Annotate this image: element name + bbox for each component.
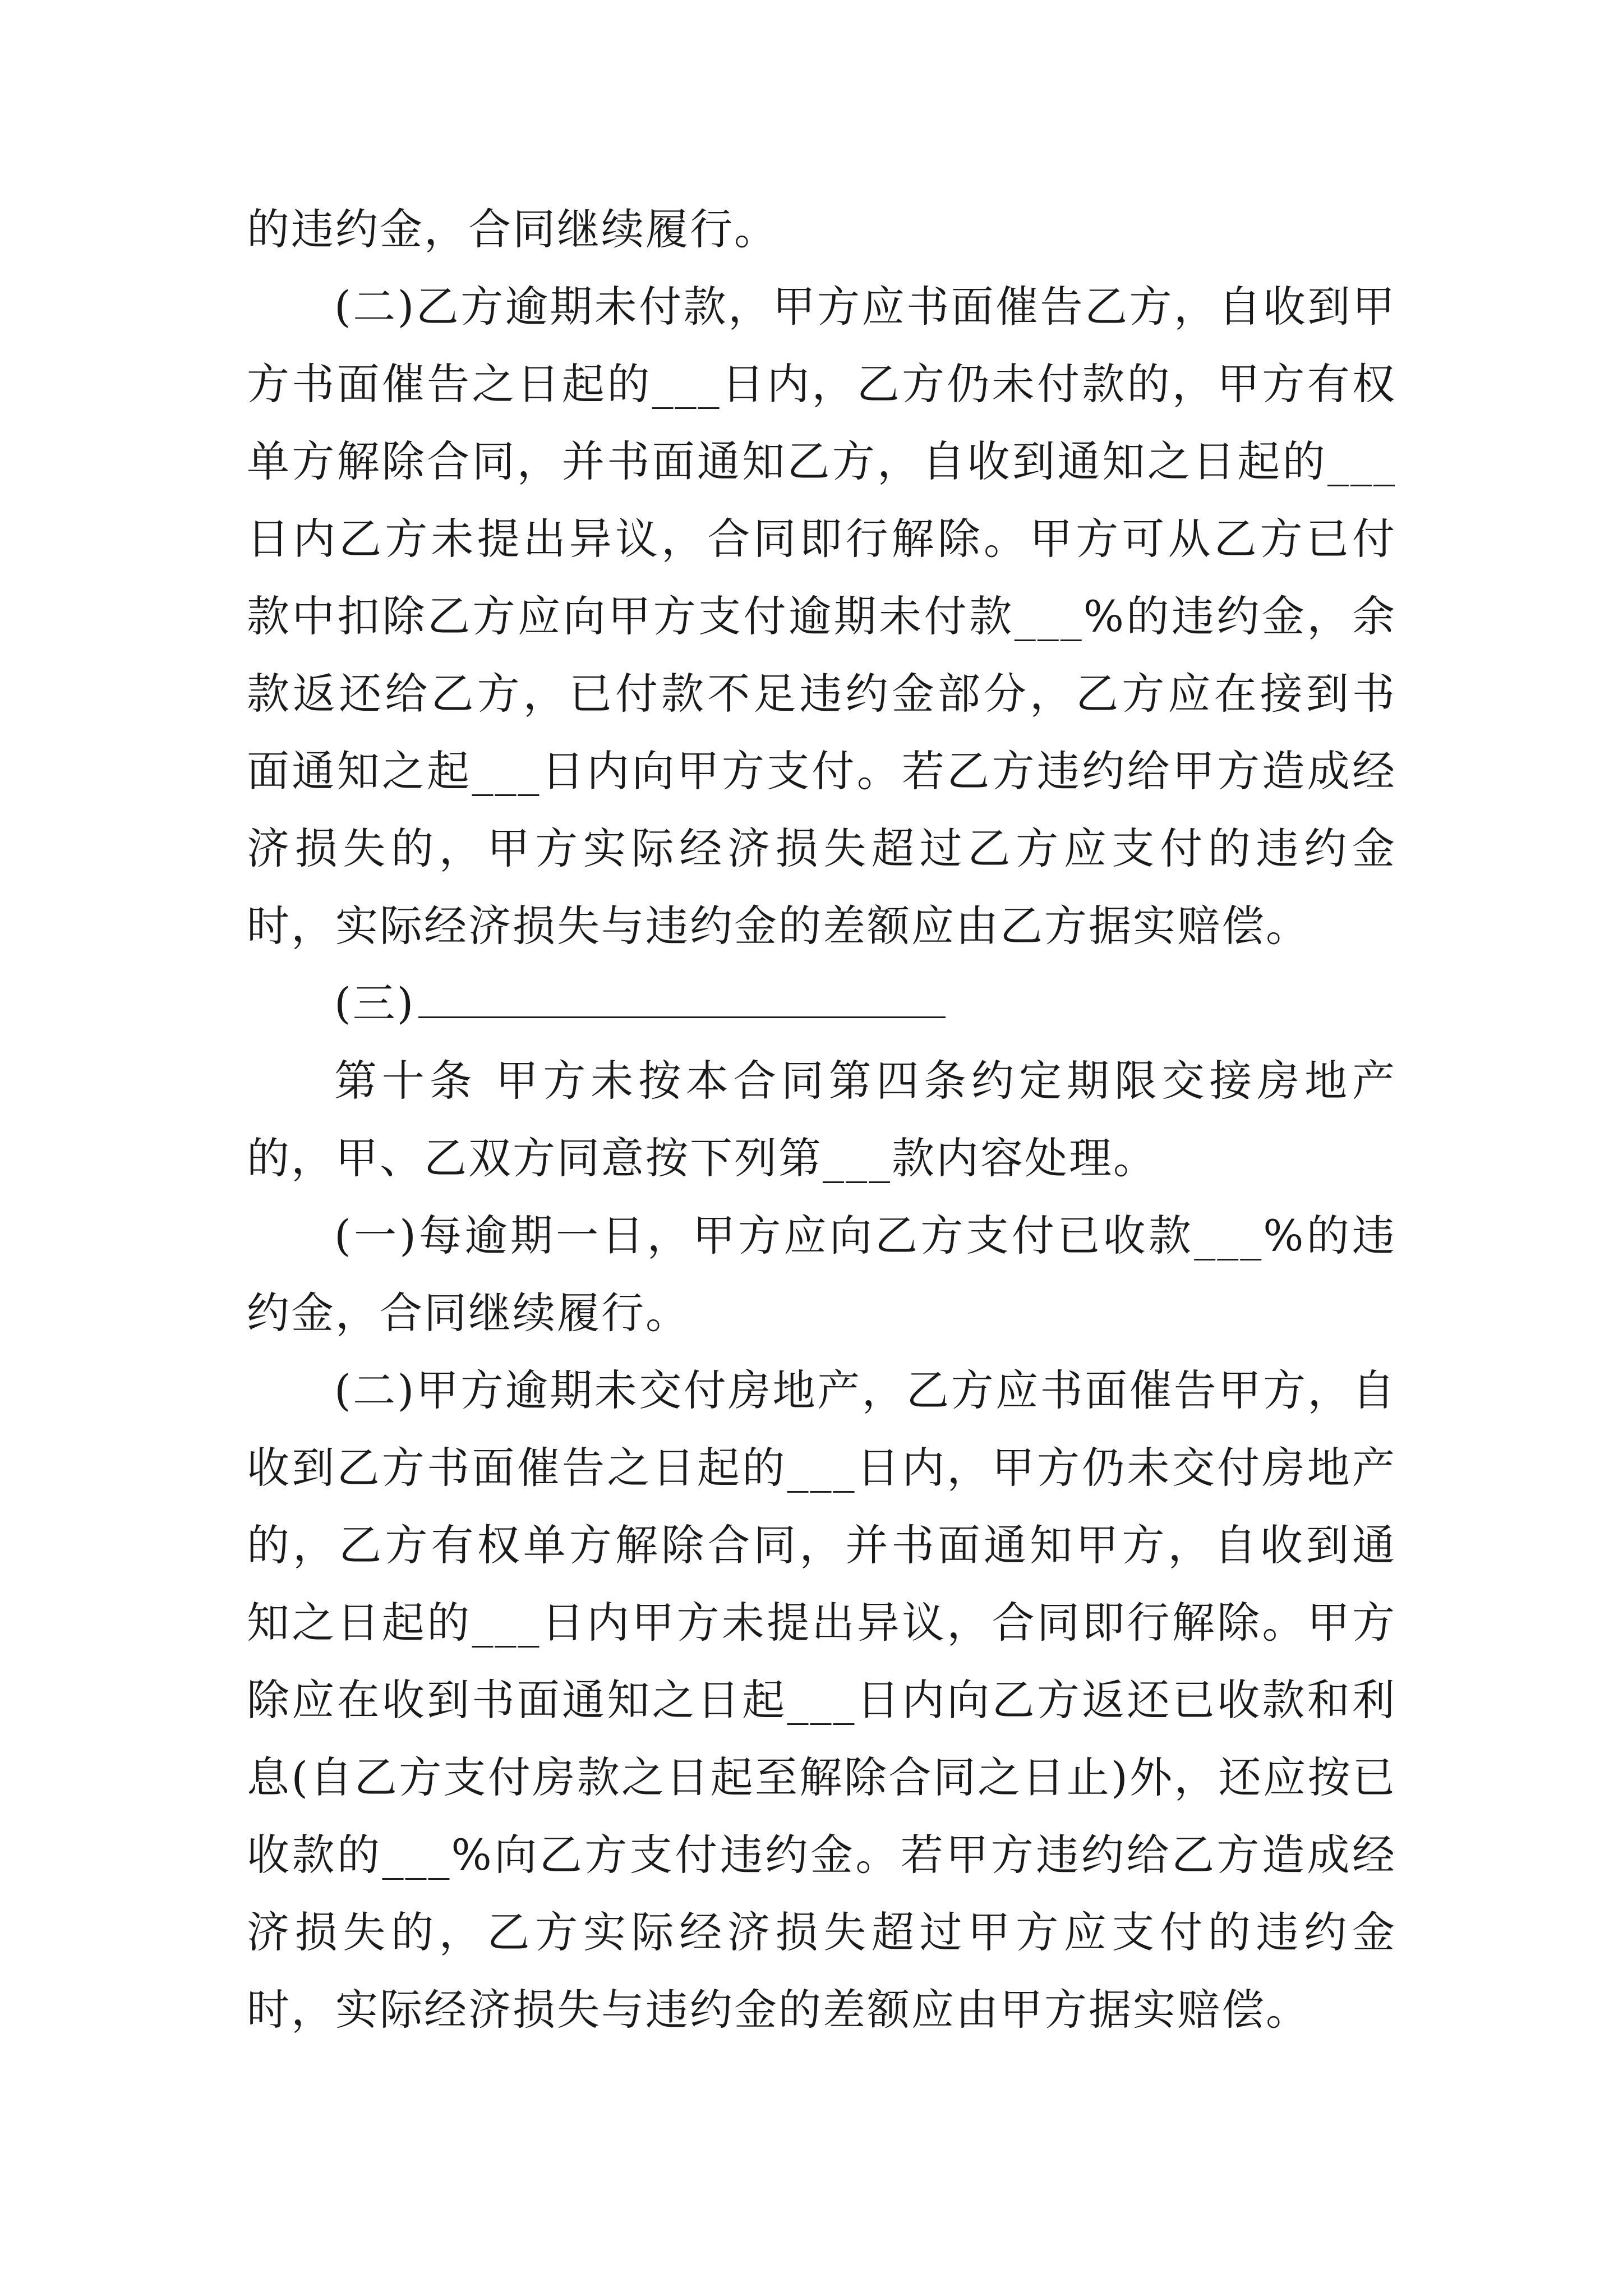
paragraph-clause-2-buyer-late-payment: (二)乙方逾期未付款，甲方应书面催告乙方，自收到甲方书面催告之日起的___日内，乙方仍未付款的，甲方有权单方解除合同，并书面通知乙方，自收到通知之日起的___日内乙方未提出异议，合同即行解除。甲方可从乙方已付款中扣除乙方应向甲方支付逾期未付款___%的违约金，余款返还给乙方，已付款不足违约金部分，乙方应在接到书面通知之起___日内向甲方支付。若乙方违约给甲方造成经济损失的，甲方实际经济损失超过乙方应支付的违约金时，实际经济损失与违约金的差额应由乙方据实赔偿。 (247, 282, 1396, 951)
contract-body (247, 191, 1396, 2049)
paragraph-clause-3 (247, 965, 1396, 1042)
paragraph-article-10: 第十条 甲方未按本合同第四条约定期限交接房地产的，甲、乙双方同意按下列第___款内容处理。 (247, 1056, 1396, 1183)
paragraph-article-10-clause-2: (二)甲方逾期未交付房地产，乙方应书面催告甲方，自收到乙方书面催告之日起的___日内，甲方仍未交付房地产的，乙方有权单方解除合同，并书面通知甲方，自收到通知之日起的___日内甲方未提出异议，合同即行解除。甲方除应在收到书面通知之日起___日内向乙方返还已收款和利息(自乙方支付房款之日起至解除合同之日止)外，还应按已收款的___%向乙方支付违约金。若甲方违约给乙方造成经济损失的，乙方实际经济损失超过甲方应支付的违约金时，实际经济损失与违约金的差额应由甲方据实赔偿。 (247, 1365, 1396, 2035)
clause-3-label: (三) (334, 978, 416, 1028)
fill-in-blank-line (418, 1014, 946, 1018)
paragraph-continuation: 的违约金，合同继续履行。 (247, 204, 778, 254)
paragraph-article-10-clause-1: (一)每逾期一日，甲方应向乙方支付已收款___%的违约金，合同继续履行。 (247, 1211, 1396, 1338)
